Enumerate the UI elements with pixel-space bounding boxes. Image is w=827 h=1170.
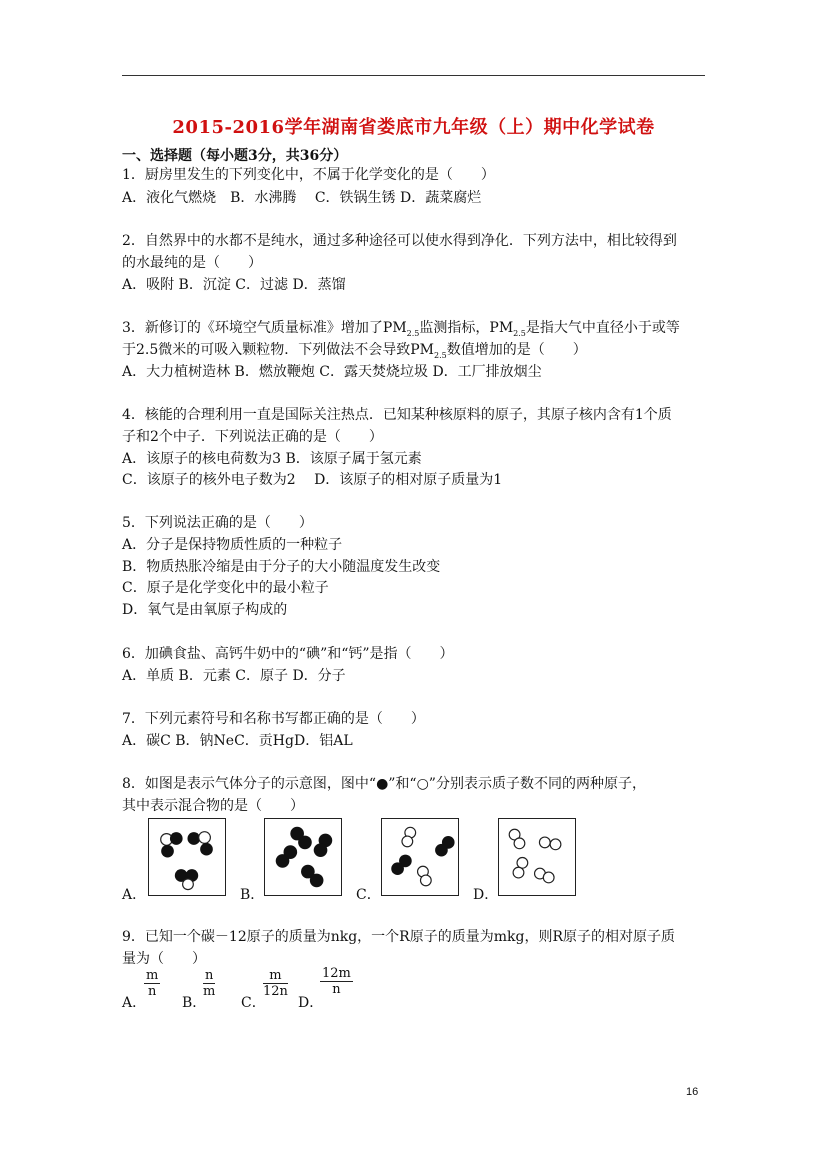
q9-fraction-c: $\frac{m}{12n}$	[263, 968, 288, 999]
q9-fraction-a: $\frac{m}{n}$	[146, 968, 159, 999]
q3-stem-line1: 3．新修订的《环境空气质量标准》增加了$PM_{2.5}$监测指标，$PM_{2.5}$是指大气中直径小于或等	[122, 320, 680, 338]
q1-options: A．液化气燃烧 B．水沸腾 C．铁锅生锈 D．蔬菜腐烂	[122, 190, 482, 206]
q2-stem-line2: 的水最纯的是（ ）	[122, 255, 262, 271]
q6-options: A．单质 B．元素 C．原子 D．分子	[122, 668, 346, 684]
q8-diagram-d	[498, 818, 576, 896]
q8-diagram-a	[148, 818, 226, 896]
q1-stem: 1．厨房里发生的下列变化中，不属于化学变化的是（ ）	[122, 167, 495, 183]
q8-stem-line1: 8．如图是表示气体分子的示意图，图中“●”和“○”分别表示质子数不同的两种原子，	[122, 776, 646, 792]
page-number: 16	[686, 1086, 699, 1098]
q9-fraction-b: $\frac{n}{m}$	[203, 968, 216, 999]
page-title: 2015-2016学年湖南省娄底市九年级（上）期中化学试卷	[172, 117, 655, 138]
q5-option-b: B．物质热胀冷缩是由于分子的大小随温度发生改变	[122, 559, 441, 575]
q9-label-d: D．	[298, 995, 324, 1011]
q8-label-d: D．	[473, 887, 499, 903]
q8-diagram-b	[264, 818, 342, 896]
q5-option-c: C．原子是化学变化中的最小粒子	[122, 580, 329, 596]
q9-label-a: A．	[122, 995, 147, 1011]
q9-fraction-d: $\frac{12m}{n}$	[322, 966, 351, 997]
q6-stem: 6．加碘食盐、高钙牛奶中的“碘”和“钙”是指（ ）	[122, 646, 454, 662]
q8-label-c: C．	[356, 887, 381, 903]
section-heading: 一、选择题（每小题3分，共36分）	[122, 148, 348, 164]
q9-label-c: C．	[241, 995, 266, 1011]
q8-label-b: B．	[240, 887, 265, 903]
q3-stem-line2: 于2.5微米的可吸入颗粒物．下列做法不会导致$PM_{2.5}$数值增加的是（ ）	[122, 342, 587, 360]
q7-options: A．碳C B．钠NeC．贡HgD．铝AL	[122, 733, 353, 749]
q8-label-a: A．	[122, 887, 147, 903]
q8-diagram-c	[381, 818, 459, 896]
q4-option-ab: A．该原子的核电荷数为3 B．该原子属于氢元素	[122, 451, 422, 467]
q5-option-d: D．氧气是由氧原子构成的	[122, 602, 288, 618]
q9-stem-line2: 量为（ ）	[122, 951, 206, 967]
q2-options: A．吸附 B．沉淀 C．过滤 D．蒸馏	[122, 277, 346, 293]
q9-label-b: B．	[182, 995, 207, 1011]
q5-option-a: A．分子是保持物质性质的一种粒子	[122, 537, 343, 553]
q4-stem-line2: 子和2个中子．下列说法正确的是（ ）	[122, 429, 383, 445]
q5-stem: 5．下列说法正确的是（ ）	[122, 515, 313, 531]
q2-stem-line1: 2．自然界中的水都不是纯水，通过多种途径可以使水得到净化．下列方法中，相比较得到	[122, 233, 677, 249]
q4-option-cd: C．该原子的核外电子数为2 D．该原子的相对原子质量为1	[122, 472, 503, 488]
q4-stem-line1: 4．核能的合理利用一直是国际关注热点．已知某种核原料的原子，其原子核内含有1个质	[122, 407, 672, 423]
q8-stem-line2: 其中表示混合物的是（ ）	[122, 798, 304, 814]
q9-stem-line1: 9．已知一个碳－12原子的质量为nkg，一个R原子的质量为mkg，则R原子的相对原子质	[122, 929, 675, 945]
q7-stem: 7．下列元素符号和名称书写都正确的是（ ）	[122, 711, 425, 727]
header-rule	[122, 75, 705, 76]
q3-options: A．大力植树造林 B．燃放鞭炮 C．露天焚烧垃圾 D．工厂排放烟尘	[122, 364, 542, 380]
